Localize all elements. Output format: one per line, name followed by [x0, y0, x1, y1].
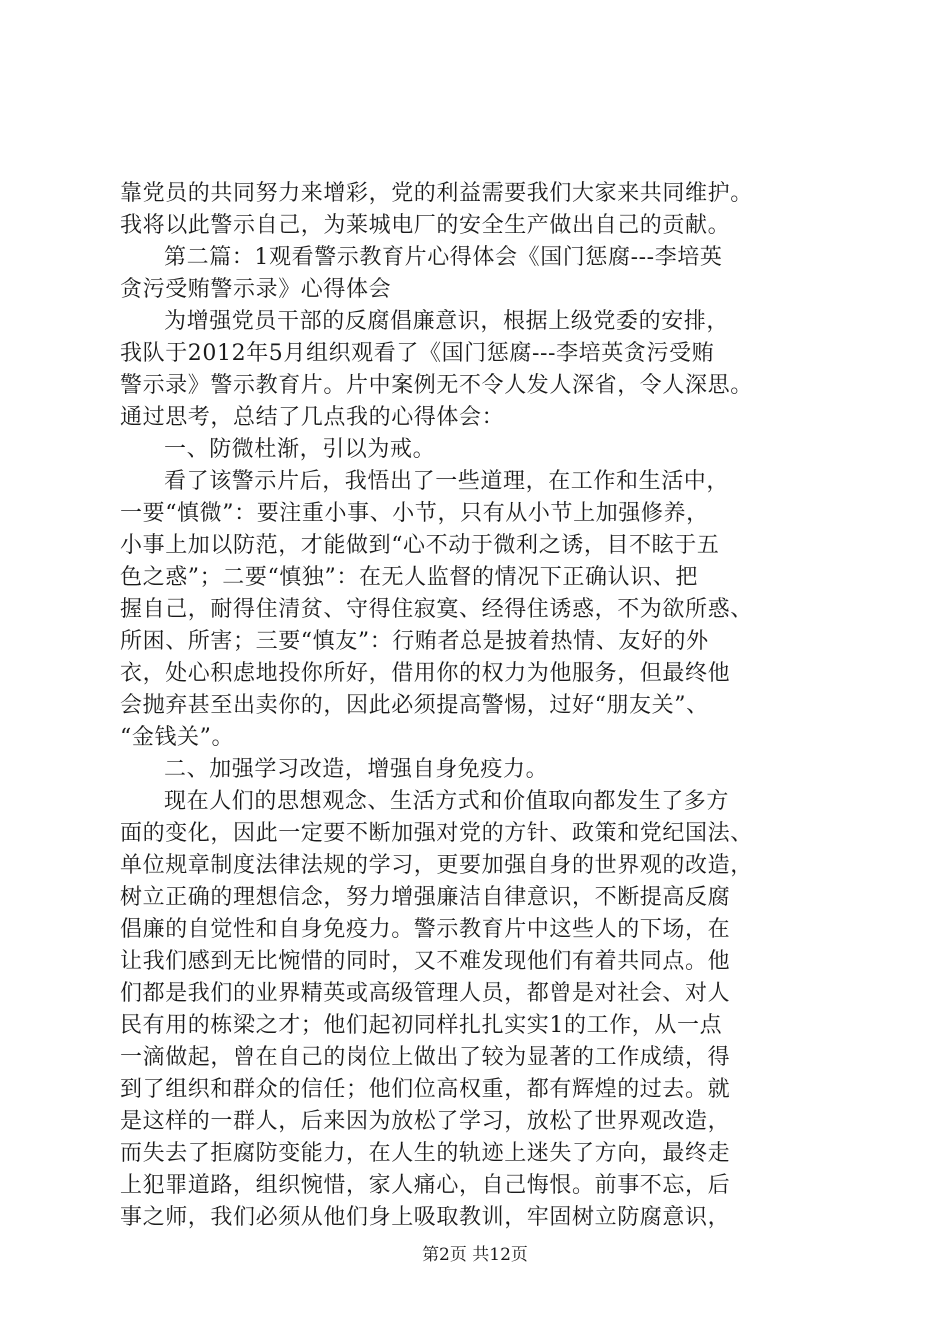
- subheading: 二、加强学习改造，增强自身免疫力。: [164, 757, 549, 782]
- text-line: 为增强党员干部的反腐倡廉意识，根据上级党委的安排，: [164, 309, 730, 334]
- text-line: 而失去了拒腐防变能力，在人生的轨迹上迷失了方向，最终走: [120, 1141, 731, 1166]
- text-line: 们都是我们的业界精英或高级管理人员，都曾是对社会、对人: [120, 981, 731, 1006]
- text-line: 靠党员的共同努力来增彩，党的利益需要我们大家来共同维护。: [120, 181, 753, 206]
- text-line: 倡廉的自觉性和自身免疫力。警示教育片中这些人的下场，在: [120, 917, 731, 942]
- text-line: 握自己，耐得住清贫、守得住寂寞、经得住诱惑，不为欲所惑、: [120, 597, 753, 622]
- text-line: 让我们感到无比惋惜的同时，又不难发现他们有着共同点。他: [120, 949, 731, 974]
- text-line: 到了组织和群众的信任；他们位高权重，都有辉煌的过去。就: [120, 1077, 731, 1102]
- subheading: 一、防微杜渐，引以为戒。: [164, 437, 436, 462]
- section-heading: 第二篇：1观看警示教育片心得体会《国门惩腐---李培英: [164, 245, 723, 270]
- text-line: 我队于2012年5月组织观看了《国门惩腐---李培英贪污受贿: [120, 341, 715, 366]
- text-line: “金钱关”。: [120, 725, 235, 750]
- text-line: 是这样的一群人，后来因为放松了学习，放松了世界观改造，: [120, 1109, 731, 1134]
- text-line: 警示录》警示教育片。片中案例无不令人发人深省，令人深思。: [120, 373, 753, 398]
- text-line: 所困、所害；三要“慎友”：行贿者总是披着热情、友好的外: [120, 629, 709, 654]
- page-number-footer: 第2页 共12页: [422, 1245, 528, 1265]
- section-heading: 贪污受贿警示录》心得体会: [120, 277, 392, 302]
- text-line: 一要“慎微”：要注重小事、小节，只有从小节上加强修养，: [120, 501, 709, 526]
- text-line: 我将以此警示自己，为莱城电厂的安全生产做出自己的贡献。: [120, 213, 731, 238]
- text-line: 衣，处心积虑地投你所好，借用你的权力为他服务，但最终他: [120, 661, 731, 686]
- text-line: 会抛弃甚至出卖你的，因此必须提高警惕，过好“朋友关”、: [120, 693, 709, 718]
- text-line: 上犯罪道路，组织惋惜，家人痛心，自己悔恨。前事不忘，后: [120, 1173, 731, 1198]
- document-body: [120, 178, 840, 1234]
- text-line: 面的变化，因此一定要不断加强对党的方针、政策和党纪国法、: [120, 821, 753, 846]
- text-line: 色之惑”；二要“慎独”：在无人监督的情况下正确认识、把: [120, 565, 698, 590]
- text-line: 事之师，我们必须从他们身上吸取教训，牢固树立防腐意识，: [120, 1205, 731, 1230]
- text-line: 小事上加以防范，才能做到“心不动于微利之诱，目不眩于五: [120, 533, 720, 558]
- text-line: 一滴做起，曾在自己的岗位上做出了较为显著的工作成绩，得: [120, 1045, 731, 1070]
- text-line: 单位规章制度法律法规的学习，更要加强自身的世界观的改造，: [120, 853, 753, 878]
- text-line: 树立正确的理想信念，努力增强廉洁自律意识，不断提高反腐: [120, 885, 731, 910]
- text-line: 看了该警示片后，我悟出了一些道理，在工作和生活中，: [164, 469, 730, 494]
- text-line: 通过思考，总结了几点我的心得体会：: [120, 405, 505, 430]
- text-line: 民有用的栋梁之才；他们起初同样扎扎实实1的工作，从一点: [120, 1013, 723, 1038]
- text-line: 现在人们的思想观念、生活方式和价值取向都发生了多方: [164, 789, 730, 814]
